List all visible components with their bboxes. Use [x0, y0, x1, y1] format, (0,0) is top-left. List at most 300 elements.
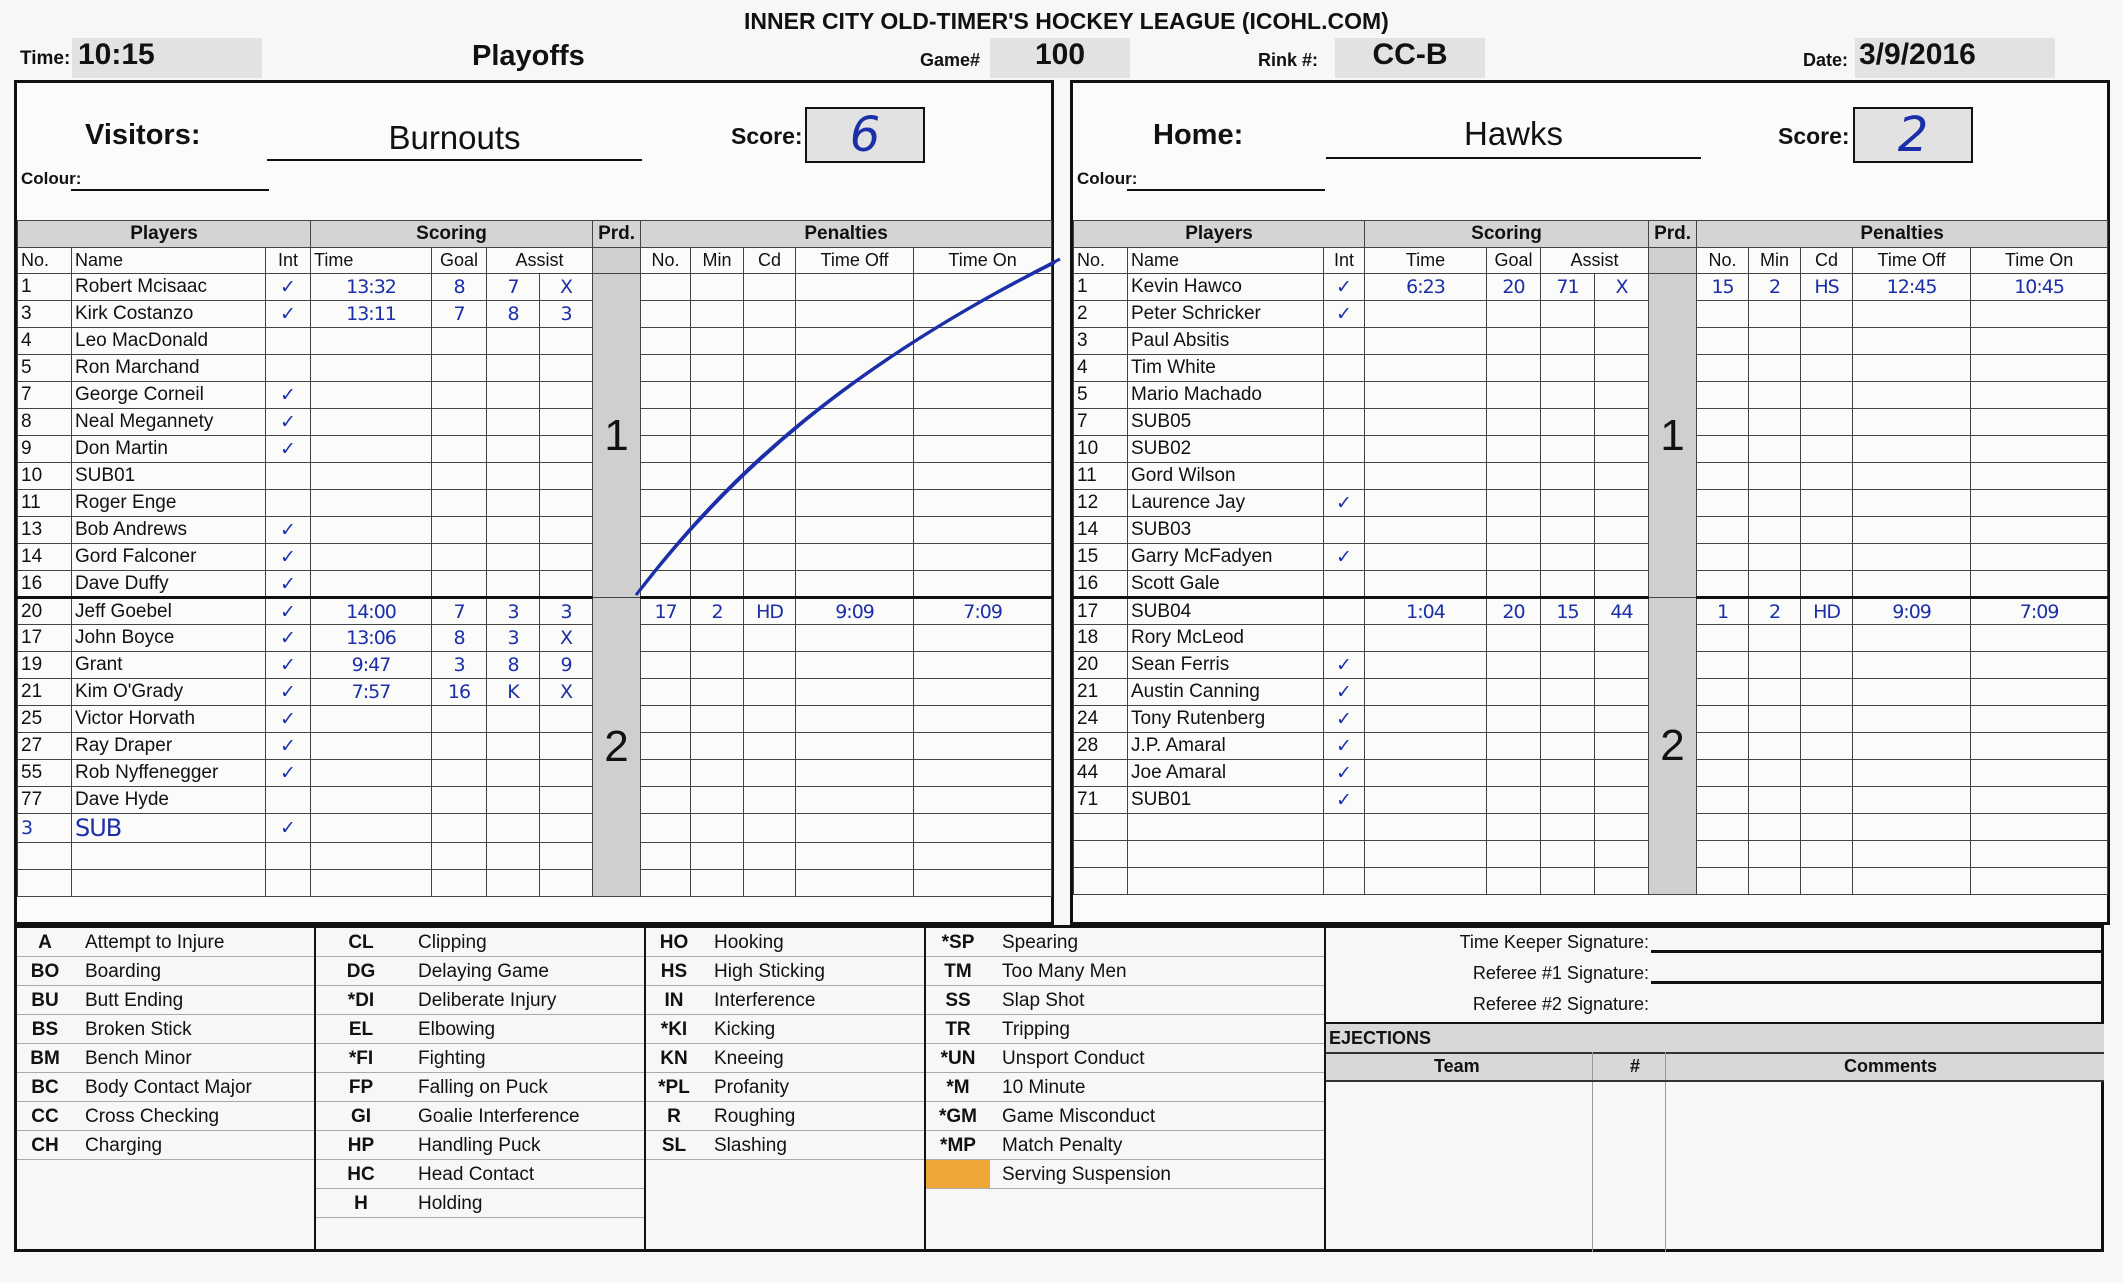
player-name[interactable]: Tim White	[1128, 355, 1324, 382]
scoring-time-cell[interactable]	[311, 814, 432, 843]
scoring-time-cell[interactable]	[1365, 814, 1487, 841]
scoring-goal-cell[interactable]	[432, 814, 487, 843]
player-name[interactable]: George Corneil	[72, 382, 266, 409]
player-number[interactable]: 14	[1074, 517, 1128, 544]
intermission-check[interactable]: ✓	[266, 274, 311, 301]
penalty-number-cell[interactable]	[1697, 301, 1749, 328]
penalty-timeoff-cell[interactable]	[1853, 301, 1971, 328]
scoring-assist1-cell[interactable]	[487, 843, 540, 870]
scoring-assist1-cell[interactable]	[487, 490, 540, 517]
penalty-minutes-cell[interactable]	[1749, 706, 1801, 733]
penalty-timeoff-cell[interactable]	[796, 706, 914, 733]
player-number[interactable]: 8	[18, 409, 72, 436]
player-name[interactable]: Mario Machado	[1128, 382, 1324, 409]
scoring-assist1-cell[interactable]	[487, 355, 540, 382]
intermission-check[interactable]	[266, 355, 311, 382]
player-number[interactable]: 12	[1074, 490, 1128, 517]
penalty-minutes-cell[interactable]	[1749, 436, 1801, 463]
intermission-check[interactable]: ✓	[1324, 274, 1365, 301]
scoring-assist1-cell[interactable]	[487, 544, 540, 571]
player-name[interactable]: Ray Draper	[72, 733, 266, 760]
player-name[interactable]: Gord Falconer	[72, 544, 266, 571]
penalty-timeon-cell[interactable]	[1971, 841, 2108, 868]
scoring-assist2-cell[interactable]	[1595, 868, 1649, 895]
scoring-assist2-cell[interactable]	[1595, 382, 1649, 409]
penalty-number-cell[interactable]	[1697, 760, 1749, 787]
penalty-code-cell[interactable]	[1801, 463, 1853, 490]
penalty-timeon-cell[interactable]	[914, 679, 1052, 706]
scoring-assist1-cell[interactable]	[1541, 625, 1595, 652]
penalty-timeoff-cell[interactable]	[796, 760, 914, 787]
home-colour-line[interactable]	[1127, 189, 1325, 191]
player-number[interactable]: 10	[1074, 436, 1128, 463]
penalty-number-cell[interactable]	[1697, 571, 1749, 598]
scoring-time-cell[interactable]	[311, 760, 432, 787]
scoring-assist1-cell[interactable]	[1541, 652, 1595, 679]
player-name[interactable]: Laurence Jay	[1128, 490, 1324, 517]
penalty-minutes-cell[interactable]: 2	[1749, 598, 1801, 625]
player-number[interactable]: 20	[18, 598, 72, 625]
scoring-assist1-cell[interactable]	[1541, 355, 1595, 382]
rink-field[interactable]	[1335, 38, 1485, 78]
intermission-check[interactable]: ✓	[266, 409, 311, 436]
penalty-number-cell[interactable]	[1697, 436, 1749, 463]
penalty-timeoff-cell[interactable]	[796, 843, 914, 870]
intermission-check[interactable]: ✓	[1324, 544, 1365, 571]
intermission-check[interactable]: ✓	[1324, 706, 1365, 733]
scoring-assist1-cell[interactable]	[1541, 544, 1595, 571]
penalty-number-cell[interactable]	[1697, 625, 1749, 652]
player-name[interactable]: Robert Mcisaac	[72, 274, 266, 301]
scoring-goal-cell[interactable]	[1487, 679, 1541, 706]
scoring-assist2-cell[interactable]	[540, 706, 593, 733]
penalty-code-cell[interactable]	[1801, 814, 1853, 841]
penalty-code-cell[interactable]	[1801, 760, 1853, 787]
intermission-check[interactable]: ✓	[266, 679, 311, 706]
penalty-timeoff-cell[interactable]	[1853, 625, 1971, 652]
player-number[interactable]: 5	[18, 355, 72, 382]
scoring-assist1-cell[interactable]	[1541, 841, 1595, 868]
penalty-timeoff-cell[interactable]	[1853, 571, 1971, 598]
scoring-assist1-cell[interactable]	[1541, 301, 1595, 328]
penalty-timeon-cell[interactable]	[1971, 868, 2108, 895]
scoring-assist2-cell[interactable]: X	[540, 679, 593, 706]
intermission-check[interactable]: ✓	[266, 733, 311, 760]
scoring-time-cell[interactable]	[1365, 490, 1487, 517]
scoring-assist2-cell[interactable]	[540, 436, 593, 463]
player-number[interactable]: 3	[18, 814, 72, 843]
player-number[interactable]: 9	[18, 436, 72, 463]
scoring-goal-cell[interactable]	[1487, 328, 1541, 355]
scoring-time-cell[interactable]	[311, 490, 432, 517]
scoring-goal-cell[interactable]	[432, 490, 487, 517]
penalty-code-cell[interactable]	[1801, 652, 1853, 679]
scoring-assist2-cell[interactable]	[1595, 517, 1649, 544]
scoring-assist2-cell[interactable]	[1595, 490, 1649, 517]
penalty-number-cell[interactable]	[1697, 679, 1749, 706]
penalty-minutes-cell[interactable]	[1749, 679, 1801, 706]
penalty-minutes-cell[interactable]	[691, 814, 744, 843]
penalty-code-cell[interactable]	[1801, 409, 1853, 436]
scoring-assist1-cell[interactable]	[487, 382, 540, 409]
player-number[interactable]: 10	[18, 463, 72, 490]
scoring-assist2-cell[interactable]	[1595, 463, 1649, 490]
scoring-time-cell[interactable]	[1365, 355, 1487, 382]
scoring-assist2-cell[interactable]	[1595, 436, 1649, 463]
penalty-number-cell[interactable]	[641, 625, 691, 652]
penalty-timeoff-cell[interactable]	[1853, 868, 1971, 895]
player-name[interactable]: Leo MacDonald	[72, 328, 266, 355]
penalty-minutes-cell[interactable]	[1749, 490, 1801, 517]
penalty-timeoff-cell[interactable]	[1853, 328, 1971, 355]
penalty-number-cell[interactable]	[1697, 382, 1749, 409]
intermission-check[interactable]: ✓	[266, 517, 311, 544]
player-name[interactable]: Jeff Goebel	[72, 598, 266, 625]
date-field[interactable]	[1855, 38, 2055, 78]
player-name[interactable]: Tony Rutenberg	[1128, 706, 1324, 733]
scoring-assist2-cell[interactable]	[1595, 571, 1649, 598]
player-number[interactable]: 71	[1074, 787, 1128, 814]
penalty-minutes-cell[interactable]	[691, 733, 744, 760]
player-name[interactable]: Grant	[72, 652, 266, 679]
scoring-assist2-cell[interactable]	[540, 870, 593, 897]
scoring-assist2-cell[interactable]	[1595, 679, 1649, 706]
scoring-time-cell[interactable]	[1365, 409, 1487, 436]
penalty-timeoff-cell[interactable]: 12:45	[1853, 274, 1971, 301]
penalty-code-cell[interactable]	[744, 706, 796, 733]
penalty-timeoff-cell[interactable]	[1853, 436, 1971, 463]
scoring-time-cell[interactable]	[311, 517, 432, 544]
scoring-assist1-cell[interactable]	[1541, 679, 1595, 706]
intermission-check[interactable]: ✓	[1324, 652, 1365, 679]
scoring-time-cell[interactable]: 6:23	[1365, 274, 1487, 301]
player-name[interactable]: Sean Ferris	[1128, 652, 1324, 679]
scoring-assist1-cell[interactable]: 15	[1541, 598, 1595, 625]
intermission-check[interactable]	[1324, 382, 1365, 409]
penalty-number-cell[interactable]	[641, 733, 691, 760]
penalty-number-cell[interactable]	[641, 652, 691, 679]
timekeeper-signature-line[interactable]	[1651, 950, 2101, 953]
penalty-timeon-cell[interactable]	[1971, 679, 2108, 706]
penalty-timeon-cell[interactable]	[914, 625, 1052, 652]
scoring-assist1-cell[interactable]	[487, 463, 540, 490]
penalty-minutes-cell[interactable]	[1749, 868, 1801, 895]
penalty-timeon-cell[interactable]	[914, 733, 1052, 760]
player-name[interactable]: SUB05	[1128, 409, 1324, 436]
intermission-check[interactable]	[266, 787, 311, 814]
penalty-code-cell[interactable]: HD	[744, 598, 796, 625]
penalty-code-cell[interactable]: HD	[1801, 598, 1853, 625]
scoring-assist1-cell[interactable]: K	[487, 679, 540, 706]
intermission-check[interactable]: ✓	[1324, 301, 1365, 328]
scoring-goal-cell[interactable]	[1487, 355, 1541, 382]
penalty-timeon-cell[interactable]	[914, 814, 1052, 843]
scoring-time-cell[interactable]	[1365, 841, 1487, 868]
home-score-box[interactable]	[1853, 107, 1973, 163]
scoring-time-cell[interactable]	[1365, 463, 1487, 490]
scoring-assist1-cell[interactable]	[1541, 760, 1595, 787]
scoring-assist2-cell[interactable]	[540, 490, 593, 517]
player-name[interactable]: Rob Nyffenegger	[72, 760, 266, 787]
scoring-assist1-cell[interactable]	[487, 517, 540, 544]
scoring-goal-cell[interactable]	[432, 382, 487, 409]
player-number[interactable]: 3	[1074, 328, 1128, 355]
scoring-assist2-cell[interactable]	[540, 382, 593, 409]
penalty-minutes-cell[interactable]	[691, 760, 744, 787]
intermission-check[interactable]	[1324, 328, 1365, 355]
penalty-code-cell[interactable]	[744, 652, 796, 679]
penalty-timeoff-cell[interactable]	[1853, 490, 1971, 517]
penalty-number-cell[interactable]: 17	[641, 598, 691, 625]
scoring-time-cell[interactable]	[1365, 868, 1487, 895]
scoring-time-cell[interactable]: 13:32	[311, 274, 432, 301]
penalty-timeoff-cell[interactable]	[1853, 760, 1971, 787]
scoring-assist1-cell[interactable]	[1541, 490, 1595, 517]
penalty-minutes-cell[interactable]	[691, 706, 744, 733]
intermission-check[interactable]	[1324, 463, 1365, 490]
scoring-time-cell[interactable]	[1365, 571, 1487, 598]
penalty-minutes-cell[interactable]	[1749, 571, 1801, 598]
scoring-assist1-cell[interactable]: 3	[487, 598, 540, 625]
penalty-timeoff-cell[interactable]	[1853, 679, 1971, 706]
scoring-time-cell[interactable]	[1365, 382, 1487, 409]
intermission-check[interactable]	[266, 328, 311, 355]
player-number[interactable]: 18	[1074, 625, 1128, 652]
intermission-check[interactable]	[266, 870, 311, 897]
player-name[interactable]: SUB02	[1128, 436, 1324, 463]
player-name[interactable]: SUB01	[72, 463, 266, 490]
scoring-goal-cell[interactable]	[432, 843, 487, 870]
penalty-timeon-cell[interactable]	[914, 706, 1052, 733]
scoring-assist1-cell[interactable]	[487, 814, 540, 843]
player-name[interactable]: Kevin Hawco	[1128, 274, 1324, 301]
scoring-time-cell[interactable]	[311, 544, 432, 571]
scoring-time-cell[interactable]	[1365, 544, 1487, 571]
scoring-goal-cell[interactable]	[1487, 760, 1541, 787]
scoring-assist2-cell[interactable]	[1595, 706, 1649, 733]
player-number[interactable]: 20	[1074, 652, 1128, 679]
scoring-goal-cell[interactable]	[432, 787, 487, 814]
player-name[interactable]	[1128, 814, 1324, 841]
player-name[interactable]: SUB04	[1128, 598, 1324, 625]
visitors-score-box[interactable]	[805, 107, 925, 163]
player-number[interactable]: 16	[18, 571, 72, 598]
player-name[interactable]: Bob Andrews	[72, 517, 266, 544]
player-name[interactable]	[1128, 841, 1324, 868]
visitors-colour-line[interactable]	[71, 189, 269, 191]
penalty-code-cell[interactable]	[1801, 355, 1853, 382]
penalty-number-cell[interactable]	[641, 814, 691, 843]
penalty-minutes-cell[interactable]	[1749, 652, 1801, 679]
intermission-check[interactable]	[1324, 571, 1365, 598]
penalty-minutes-cell[interactable]	[1749, 625, 1801, 652]
intermission-check[interactable]: ✓	[266, 571, 311, 598]
penalty-minutes-cell[interactable]	[1749, 544, 1801, 571]
scoring-assist1-cell[interactable]	[487, 733, 540, 760]
scoring-assist2-cell[interactable]: X	[540, 274, 593, 301]
player-number[interactable]: 27	[18, 733, 72, 760]
scoring-assist1-cell[interactable]	[1541, 571, 1595, 598]
penalty-timeoff-cell[interactable]	[1853, 841, 1971, 868]
penalty-number-cell[interactable]	[1697, 490, 1749, 517]
scoring-assist2-cell[interactable]	[1595, 841, 1649, 868]
penalty-minutes-cell[interactable]	[1749, 382, 1801, 409]
scoring-goal-cell[interactable]	[1487, 787, 1541, 814]
player-name[interactable]: Garry McFadyen	[1128, 544, 1324, 571]
scoring-goal-cell[interactable]	[1487, 436, 1541, 463]
scoring-assist2-cell[interactable]: 3	[540, 301, 593, 328]
scoring-time-cell[interactable]	[1365, 679, 1487, 706]
scoring-goal-cell[interactable]	[1487, 814, 1541, 841]
scoring-time-cell[interactable]	[311, 870, 432, 897]
penalty-minutes-cell[interactable]	[1749, 760, 1801, 787]
penalty-timeon-cell[interactable]	[1971, 490, 2108, 517]
player-number[interactable]: 21	[1074, 679, 1128, 706]
scoring-time-cell[interactable]	[311, 571, 432, 598]
intermission-check[interactable]	[1324, 814, 1365, 841]
scoring-assist1-cell[interactable]	[487, 571, 540, 598]
penalty-timeon-cell[interactable]	[1971, 328, 2108, 355]
scoring-assist1-cell[interactable]: 7	[487, 274, 540, 301]
scoring-assist2-cell[interactable]: 9	[540, 652, 593, 679]
penalty-minutes-cell[interactable]: 2	[1749, 274, 1801, 301]
scoring-goal-cell[interactable]	[1487, 652, 1541, 679]
penalty-number-cell[interactable]: 15	[1697, 274, 1749, 301]
penalty-code-cell[interactable]	[1801, 544, 1853, 571]
intermission-check[interactable]: ✓	[1324, 733, 1365, 760]
scoring-time-cell[interactable]	[1365, 625, 1487, 652]
penalty-timeon-cell[interactable]	[1971, 301, 2108, 328]
scoring-goal-cell[interactable]	[432, 328, 487, 355]
intermission-check[interactable]	[1324, 841, 1365, 868]
penalty-timeoff-cell[interactable]	[1853, 409, 1971, 436]
penalty-code-cell[interactable]	[744, 760, 796, 787]
intermission-check[interactable]: ✓	[1324, 490, 1365, 517]
scoring-time-cell[interactable]	[311, 706, 432, 733]
player-name[interactable]: Roger Enge	[72, 490, 266, 517]
scoring-assist1-cell[interactable]	[1541, 868, 1595, 895]
penalty-code-cell[interactable]	[1801, 328, 1853, 355]
scoring-goal-cell[interactable]	[1487, 517, 1541, 544]
penalty-code-cell[interactable]: HS	[1801, 274, 1853, 301]
scoring-goal-cell[interactable]	[1487, 409, 1541, 436]
scoring-assist2-cell[interactable]	[540, 409, 593, 436]
penalty-timeoff-cell[interactable]	[796, 870, 914, 897]
scoring-assist2-cell[interactable]	[1595, 625, 1649, 652]
scoring-time-cell[interactable]	[311, 355, 432, 382]
scoring-time-cell[interactable]	[311, 382, 432, 409]
scoring-assist1-cell[interactable]	[1541, 733, 1595, 760]
penalty-minutes-cell[interactable]	[691, 870, 744, 897]
time-field[interactable]	[72, 38, 262, 78]
player-number[interactable]	[18, 843, 72, 870]
scoring-assist1-cell[interactable]	[487, 760, 540, 787]
penalty-minutes-cell[interactable]	[691, 679, 744, 706]
intermission-check[interactable]	[266, 490, 311, 517]
penalty-code-cell[interactable]	[1801, 436, 1853, 463]
scoring-goal-cell[interactable]	[432, 355, 487, 382]
penalty-minutes-cell[interactable]	[1749, 841, 1801, 868]
player-number[interactable]	[1074, 868, 1128, 895]
penalty-timeon-cell[interactable]	[1971, 544, 2108, 571]
penalty-timeoff-cell[interactable]	[1853, 733, 1971, 760]
penalty-code-cell[interactable]	[1801, 301, 1853, 328]
player-number[interactable]: 55	[18, 760, 72, 787]
penalty-code-cell[interactable]	[1801, 787, 1853, 814]
player-name[interactable]: Ron Marchand	[72, 355, 266, 382]
penalty-number-cell[interactable]	[641, 870, 691, 897]
scoring-goal-cell[interactable]: 20	[1487, 274, 1541, 301]
scoring-goal-cell[interactable]	[432, 870, 487, 897]
scoring-time-cell[interactable]: 13:06	[311, 625, 432, 652]
penalty-number-cell[interactable]	[1697, 868, 1749, 895]
player-name[interactable]: Austin Canning	[1128, 679, 1324, 706]
scoring-goal-cell[interactable]: 3	[432, 652, 487, 679]
scoring-time-cell[interactable]	[311, 436, 432, 463]
penalty-timeoff-cell[interactable]: 9:09	[1853, 598, 1971, 625]
scoring-assist2-cell[interactable]	[1595, 652, 1649, 679]
scoring-assist1-cell[interactable]	[487, 870, 540, 897]
intermission-check[interactable]: ✓	[266, 652, 311, 679]
player-name[interactable]: Victor Horvath	[72, 706, 266, 733]
scoring-time-cell[interactable]	[1365, 760, 1487, 787]
player-number[interactable]: 19	[18, 652, 72, 679]
player-name[interactable]: Kirk Costanzo	[72, 301, 266, 328]
penalty-minutes-cell[interactable]: 2	[691, 598, 744, 625]
scoring-assist1-cell[interactable]	[1541, 517, 1595, 544]
scoring-assist2-cell[interactable]	[540, 843, 593, 870]
scoring-goal-cell[interactable]	[1487, 706, 1541, 733]
penalty-number-cell[interactable]	[1697, 787, 1749, 814]
penalty-timeon-cell[interactable]	[914, 870, 1052, 897]
scoring-goal-cell[interactable]: 7	[432, 301, 487, 328]
scoring-assist2-cell[interactable]	[1595, 733, 1649, 760]
penalty-timeoff-cell[interactable]	[1853, 544, 1971, 571]
scoring-assist1-cell[interactable]: 8	[487, 652, 540, 679]
scoring-assist1-cell[interactable]	[487, 328, 540, 355]
player-name[interactable]: Paul Absitis	[1128, 328, 1324, 355]
scoring-goal-cell[interactable]: 8	[432, 274, 487, 301]
player-number[interactable]: 17	[1074, 598, 1128, 625]
player-number[interactable]: 4	[18, 328, 72, 355]
scoring-time-cell[interactable]	[1365, 328, 1487, 355]
scoring-time-cell[interactable]	[1365, 436, 1487, 463]
scoring-assist2-cell[interactable]	[1595, 544, 1649, 571]
penalty-number-cell[interactable]	[1697, 733, 1749, 760]
penalty-timeoff-cell[interactable]	[1853, 517, 1971, 544]
player-name[interactable]	[72, 870, 266, 897]
player-number[interactable]: 28	[1074, 733, 1128, 760]
intermission-check[interactable]: ✓	[1324, 787, 1365, 814]
penalty-number-cell[interactable]	[1697, 409, 1749, 436]
penalty-timeoff-cell[interactable]	[1853, 463, 1971, 490]
player-name[interactable]: Joe Amaral	[1128, 760, 1324, 787]
scoring-goal-cell[interactable]	[1487, 382, 1541, 409]
scoring-goal-cell[interactable]	[432, 517, 487, 544]
scoring-assist2-cell[interactable]: X	[1595, 274, 1649, 301]
penalty-code-cell[interactable]	[1801, 706, 1853, 733]
scoring-assist2-cell[interactable]	[1595, 409, 1649, 436]
intermission-check[interactable]: ✓	[266, 760, 311, 787]
player-number[interactable]: 7	[18, 382, 72, 409]
penalty-code-cell[interactable]	[744, 625, 796, 652]
penalty-timeon-cell[interactable]	[1971, 517, 2108, 544]
scoring-assist1-cell[interactable]	[1541, 787, 1595, 814]
scoring-goal-cell[interactable]	[1487, 733, 1541, 760]
referee1-signature-line[interactable]	[1651, 981, 2101, 984]
player-number[interactable]: 13	[18, 517, 72, 544]
penalty-minutes-cell[interactable]	[1749, 328, 1801, 355]
